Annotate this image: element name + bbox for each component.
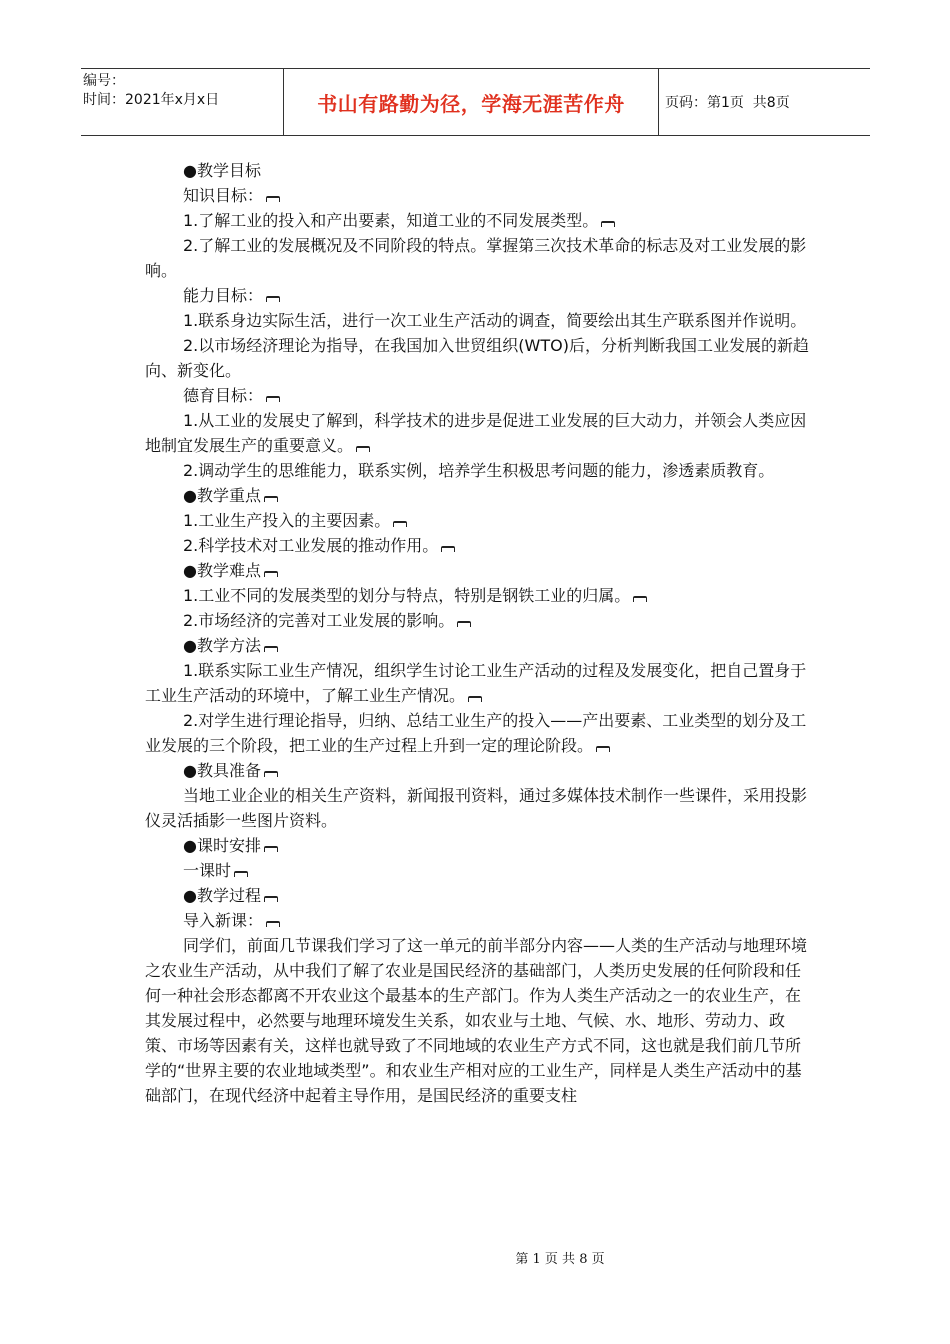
paragraph-mark-icon xyxy=(264,846,278,852)
paragraph-text: 能力目标： xyxy=(183,286,264,305)
paragraph xyxy=(145,908,811,933)
header-left-cell xyxy=(81,69,283,135)
paragraph xyxy=(145,233,811,283)
paragraph-text: 1.工业生产投入的主要因素。 xyxy=(183,511,391,530)
paragraph-mark-icon xyxy=(633,596,647,602)
paragraph xyxy=(145,383,811,408)
paragraph xyxy=(145,833,811,858)
document-body xyxy=(145,158,811,1108)
paragraph-mark-icon xyxy=(601,221,615,227)
paragraph xyxy=(145,533,811,558)
document-date: 时间：2021年x月x日 xyxy=(83,92,220,108)
paragraph xyxy=(145,483,811,508)
header-page-info: 页码：第1页 共8页 xyxy=(665,95,790,111)
paragraph-mark-icon xyxy=(441,546,455,552)
paragraph xyxy=(145,758,811,783)
paragraph-text: 2.了解工业的发展概况及不同阶段的特点。掌握第三次技术革命的标志及对工业发展的影响。 xyxy=(145,236,807,280)
header-motto: 书山有路勤为径，学海无涯苦作舟 xyxy=(283,69,659,135)
header-page-info-cell xyxy=(659,69,870,135)
paragraph xyxy=(145,183,811,208)
paragraph xyxy=(145,708,811,758)
paragraph xyxy=(145,658,811,708)
paragraph-text: ●教学难点 xyxy=(183,561,261,580)
paragraph xyxy=(145,633,811,658)
footer-page-number: 第 1 页 共 8 页 xyxy=(515,1252,605,1267)
paragraph-mark-icon xyxy=(356,446,370,452)
paragraph xyxy=(145,508,811,533)
paragraph-text: ●教学目标 xyxy=(183,161,261,180)
document-header xyxy=(81,68,870,136)
paragraph-text: 2.市场经济的完善对工业发展的影响。 xyxy=(183,611,455,630)
paragraph xyxy=(145,608,811,633)
paragraph-text: 2.以市场经济理论为指导，在我国加入世贸组织(WTO)后，分析判断我国工业发展的新趋向、新变化。 xyxy=(145,336,809,380)
paragraph-mark-icon xyxy=(266,296,280,302)
paragraph xyxy=(145,458,811,483)
paragraph-text: ●教学重点 xyxy=(183,486,261,505)
paragraph-mark-icon xyxy=(234,871,248,877)
paragraph-text: 1.了解工业的投入和产出要素，知道工业的不同发展类型。 xyxy=(183,211,599,230)
paragraph xyxy=(145,408,811,458)
paragraph-mark-icon xyxy=(393,521,407,527)
paragraph xyxy=(145,208,811,233)
paragraph-text: 德育目标： xyxy=(183,386,264,405)
paragraph-text: 2.科学技术对工业发展的推动作用。 xyxy=(183,536,439,555)
paragraph-text: 1.联系实际工业生产情况，组织学生讨论工业生产活动的过程及发展变化，把自己置身于工业生产活动的环境中，了解工业生产情况。 xyxy=(145,661,807,705)
paragraph xyxy=(145,333,811,383)
paragraph-mark-icon xyxy=(457,621,471,627)
paragraph xyxy=(145,558,811,583)
paragraph-text: ●课时安排 xyxy=(183,836,261,855)
paragraph-text: 1.从工业的发展史了解到，科学技术的进步是促进工业发展的巨大动力，并领会人类应因地制宜发展生产的重要意义。 xyxy=(145,411,807,455)
paragraph-mark-icon xyxy=(266,921,280,927)
paragraph-mark-icon xyxy=(264,496,278,502)
paragraph xyxy=(145,308,811,333)
paragraph-text: 知识目标： xyxy=(183,186,264,205)
paragraph-text: ●教学过程 xyxy=(183,886,261,905)
paragraph-text: ●教学方法 xyxy=(183,636,261,655)
paragraph xyxy=(145,158,811,183)
paragraph-text: 一课时 xyxy=(183,861,232,880)
paragraph-text: 2.对学生进行理论指导，归纳、总结工业生产的投入——产出要素、工业类型的划分及工业发展的三个阶段，把工业的生产过程上升到一定的理论阶段。 xyxy=(145,711,807,755)
paragraph-mark-icon xyxy=(468,696,482,702)
document-number-label: 编号： xyxy=(83,73,125,89)
paragraph xyxy=(145,883,811,908)
paragraph xyxy=(145,283,811,308)
paragraph-mark-icon xyxy=(266,196,280,202)
paragraph-mark-icon xyxy=(264,571,278,577)
paragraph xyxy=(145,583,811,608)
paragraph-text: 同学们，前面几节课我们学习了这一单元的前半部分内容——人类的生产活动与地理环境之农业生产活动，从中我们了解了农业是国民经济的基础部门，人类历史发展的任何阶段和任何一种社会形态都离不开农业这个最基本的生产部门。作为人类生产活动之一的农业生产，在其发展过程中，必然要与地理环境发生关系，如农业与土地、气候、水、地形、劳动力、政策、市场等因素有关，这样也就导致了不同地域的农业生产方式不同，这也就是我们前几节所学的“世界主要的农业地域类型”。和农业生产相对应的工业生产，同样是人类生产活动中的基础部门，在现代经济中起着主导作用，是国民经济的重要支柱 xyxy=(145,936,808,1105)
paragraph xyxy=(145,858,811,883)
paragraph-mark-icon xyxy=(264,646,278,652)
paragraph-text: 1.联系身边实际生活，进行一次工业生产活动的调查，简要绘出其生产联系图并作说明。 xyxy=(183,311,807,330)
paragraph-text: 当地工业企业的相关生产资料，新闻报刊资料，通过多媒体技术制作一些课件，采用投影仪灵活插影一些图片资料。 xyxy=(145,786,808,830)
paragraph-text: 导入新课： xyxy=(183,911,264,930)
paragraph-mark-icon xyxy=(264,771,278,777)
paragraph-mark-icon xyxy=(266,396,280,402)
paragraph-text: 1.工业不同的发展类型的划分与特点，特别是钢铁工业的归属。 xyxy=(183,586,631,605)
paragraph-mark-icon xyxy=(596,746,610,752)
paragraph-text: 2.调动学生的思维能力，联系实例，培养学生积极思考问题的能力，渗透素质教育。 xyxy=(183,461,775,480)
page-footer xyxy=(0,1248,950,1267)
paragraph-text: ●教具准备 xyxy=(183,761,261,780)
paragraph xyxy=(145,933,811,1108)
paragraph xyxy=(145,783,811,833)
paragraph-mark-icon xyxy=(264,896,278,902)
